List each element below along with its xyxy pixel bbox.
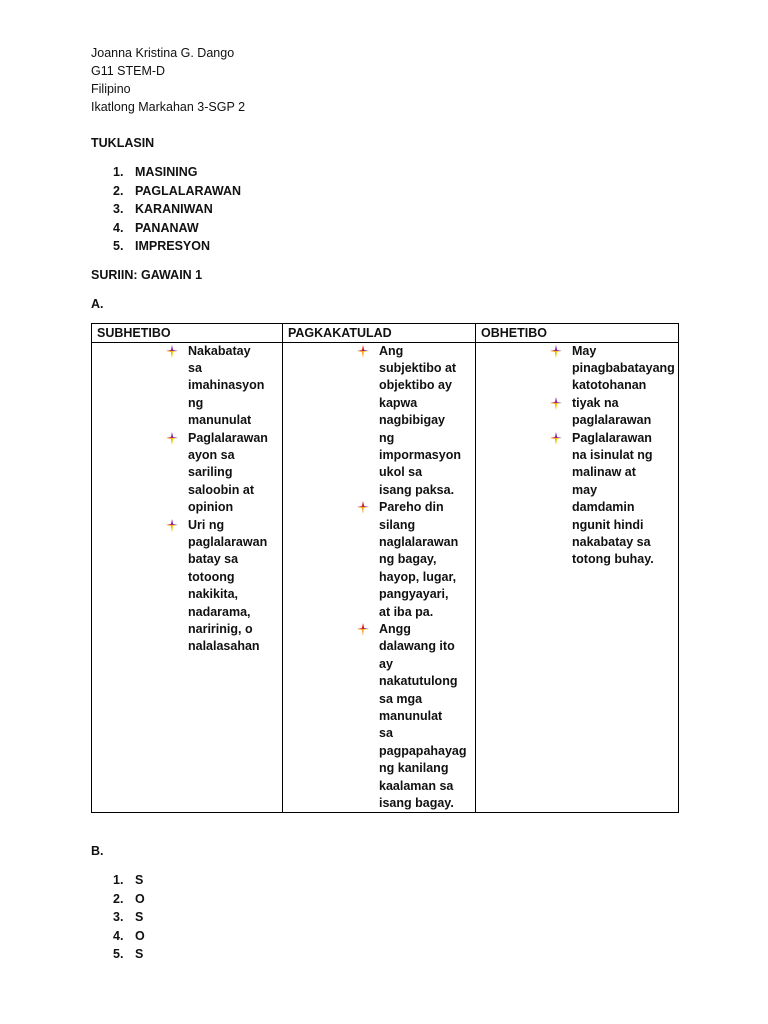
part-a-label: A. xyxy=(91,296,104,311)
obhetibo-cell xyxy=(476,342,679,813)
pagkakatulad-list xyxy=(283,343,467,813)
tuklasin-list xyxy=(91,163,691,256)
list-text: MASINING xyxy=(135,165,198,179)
list-item xyxy=(166,517,266,656)
list-text: Uri ng paglalarawan batay sa totoong nakikita, nadarama, naririnig, o nalalasahan xyxy=(188,517,268,654)
suriin-heading: SURIIN: GAWAIN 1 xyxy=(91,267,203,282)
list-number: 1. xyxy=(113,165,124,179)
list-text: PANANAW xyxy=(135,220,199,235)
list-text: Nakabatay sa imahinasyon ng manunulat xyxy=(188,343,265,428)
list-text: Paglalarawan na isinulat ng malinaw at may damdamin ngunit hindi nakabatay sa totong buhay. xyxy=(572,430,654,567)
pagkakatulad-cell xyxy=(283,342,476,813)
list-item xyxy=(166,343,266,430)
list-text: S xyxy=(135,947,144,962)
list-item xyxy=(91,182,691,201)
subhetibo-list xyxy=(92,343,266,656)
document-page xyxy=(91,44,691,964)
list-item xyxy=(91,219,691,238)
list-text: PAGLALARAWAN xyxy=(135,183,242,198)
list-text: KARANIWAN xyxy=(135,202,213,216)
subhetibo-cell xyxy=(92,342,283,813)
list-number: 2. xyxy=(113,183,124,198)
list-number: 1. xyxy=(113,873,124,888)
compass-star-bullet-icon xyxy=(166,432,178,445)
table-row xyxy=(92,342,679,813)
tuklasin-heading: TUKLASIN xyxy=(91,136,155,150)
list-text: O xyxy=(135,891,145,906)
compass-star-bullet-icon xyxy=(550,345,562,358)
student-section: G11 STEM-D xyxy=(91,64,166,78)
list-item xyxy=(91,871,691,890)
student-name: Joanna Kristina G. Dango xyxy=(91,46,235,60)
list-item xyxy=(357,499,457,621)
list-number: 4. xyxy=(113,928,124,943)
answers-list xyxy=(91,871,691,964)
list-item xyxy=(91,945,691,964)
table-header-row xyxy=(92,323,679,342)
list-text: S xyxy=(135,873,144,888)
list-item xyxy=(91,890,691,909)
list-text: Pareho din silang naglalarawan ng bagay, hayop, lugar, pangyayari, at iba pa. xyxy=(379,500,459,619)
list-item xyxy=(550,343,675,395)
compass-star-bullet-icon xyxy=(357,501,369,514)
list-text: IMPRESYON xyxy=(135,239,211,253)
list-item xyxy=(91,237,691,256)
list-text: S xyxy=(135,910,144,925)
list-text: Paglalarawan ayon sa sariling saloobin at opinion xyxy=(188,430,268,515)
list-item xyxy=(550,430,654,569)
list-item xyxy=(91,927,691,946)
subject: Filipino xyxy=(91,82,131,96)
list-item xyxy=(166,430,266,517)
list-number: 5. xyxy=(113,947,124,962)
comparison-table xyxy=(91,323,679,814)
list-number: 4. xyxy=(113,220,124,235)
compass-star-bullet-icon xyxy=(357,345,369,358)
list-text: May pinagbabatayang katotohanan xyxy=(572,343,675,393)
list-item xyxy=(357,343,461,500)
obhetibo-list xyxy=(476,343,675,569)
list-number: 2. xyxy=(113,891,124,906)
list-item xyxy=(91,200,691,219)
compass-star-bullet-icon xyxy=(357,623,369,636)
compass-star-bullet-icon xyxy=(166,345,178,358)
list-item xyxy=(91,908,691,927)
list-item xyxy=(357,621,467,812)
list-number: 3. xyxy=(113,910,124,925)
part-b-label: B. xyxy=(91,844,104,859)
header-obhetibo: OBHETIBO xyxy=(476,323,679,342)
list-text: tiyak na paglalarawan xyxy=(572,395,652,428)
header-subhetibo: SUBHETIBO xyxy=(92,323,283,342)
list-text: O xyxy=(135,928,145,943)
list-number: 3. xyxy=(113,202,124,216)
list-item xyxy=(550,395,654,430)
header-pagkakatulad: PAGKAKATULAD xyxy=(283,323,476,342)
list-item xyxy=(91,163,691,182)
list-number: 5. xyxy=(113,239,124,253)
compass-star-bullet-icon xyxy=(550,432,562,445)
quarter-label: Ikatlong Markahan 3-SGP 2 xyxy=(91,100,246,114)
compass-star-bullet-icon xyxy=(166,519,178,532)
list-text: Angg dalawang ito ay nakatutulong sa mga manunulat sa pagpapahayag ng kanilang kaalaman sa isang bagay. xyxy=(379,622,467,811)
list-text: Ang subjektibo at objektibo ay kapwa nagbibigay ng impormasyon ukol sa isang paksa. xyxy=(379,343,461,497)
compass-star-bullet-icon xyxy=(550,397,562,410)
